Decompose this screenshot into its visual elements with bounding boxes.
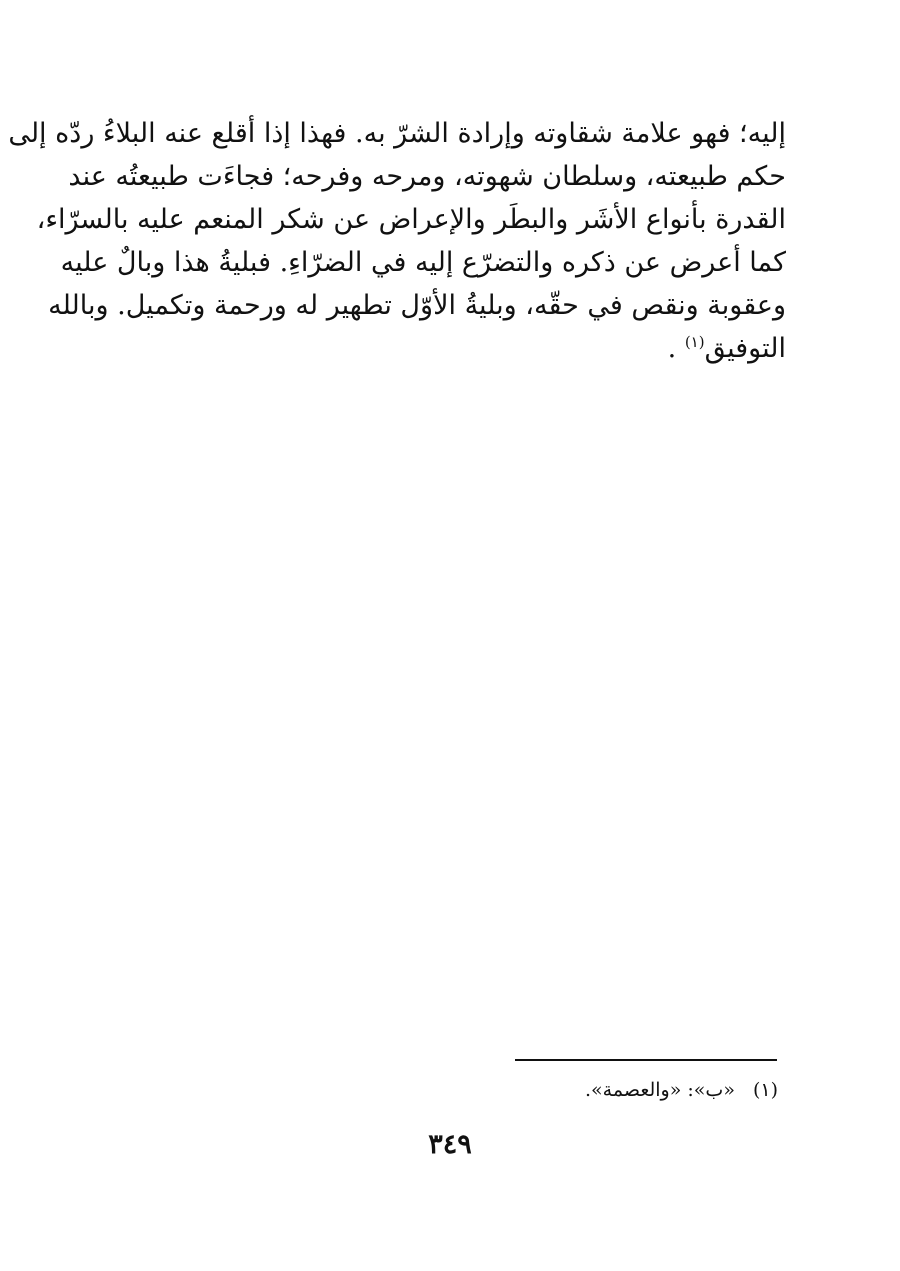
body-text: [8, 112, 786, 370]
footnote-divider: [515, 1059, 777, 1061]
text-line: كما أعرض عن ذكره والتضرّع إليه في الضرّاءِ. فبليةُ هذا وبالٌ عليه: [60, 247, 786, 278]
text-line-last: [118, 327, 786, 370]
footnote: [400, 1075, 778, 1105]
footnote-reference[interactable]: (١): [684, 333, 705, 351]
footnote-text: «ب»: «والعصمة».: [585, 1079, 735, 1101]
text-line-last-content: التوفيق: [704, 333, 786, 364]
page-number: ٣٤٩: [428, 1129, 472, 1160]
text-line: حكم طبيعته، وسلطان شهوته، ومرحه وفرحه؛ فجاءَت طبيعتُه عند: [68, 161, 786, 192]
text-line: القدرة بأنواع الأشَر والبطَر والإعراض عن شكر المنعم عليه بالسرّاء،: [36, 204, 786, 235]
footnote-number: (١): [752, 1079, 778, 1101]
text-line: وعقوبة ونقص في حقّه، وبليةُ الأوّل تطهير له ورحمة وتكميل. وبالله: [48, 290, 786, 321]
text-line: إليه؛ فهو علامة شقاوته وإرادة الشرّ به. فهذا إذا أقلع عنه البلاءُ ردّه إلى: [8, 118, 786, 149]
final-period: .: [667, 333, 677, 364]
